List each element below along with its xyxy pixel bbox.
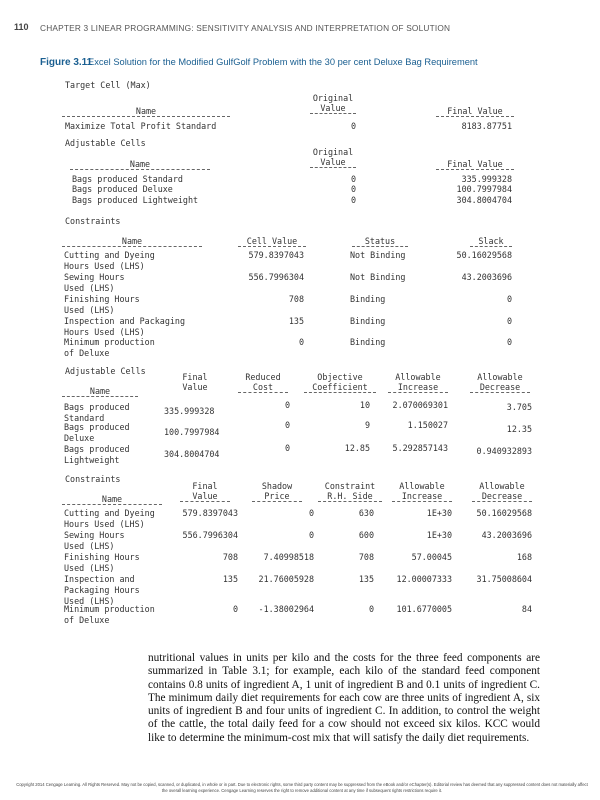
status-value: Not Binding: [350, 272, 406, 282]
row-name: Used (LHS): [64, 596, 115, 606]
cell-value: 579.8397043: [248, 250, 304, 260]
row-name: Bags produced: [64, 444, 130, 454]
column-header: Allowable: [399, 481, 445, 491]
cell-value: 1E+30: [426, 530, 452, 540]
row-name: Used (LHS): [64, 305, 115, 315]
section-heading: Adjustable Cells: [65, 138, 146, 148]
cell-value: 135: [358, 574, 374, 584]
cell-value: 2.070069301: [392, 400, 448, 410]
cell-value: 335.999328: [461, 174, 512, 184]
copyright-notice: Copyright 2014 Cengage Learning. All Rights Reserved. May not be copied, scanned, or duplicated, in whole or in part. Due to electronic rights, some third party content may be suppressed from the eBook and/or eChapter(s). Editorial review has deemed that any suppressed content does not materially affect the overall learning experience. Cengage Learning reserves the right to remove additional content at any time if subsequent rights restrictions require it.: [16, 782, 588, 793]
row-name: Used (LHS): [64, 541, 115, 551]
row-name: Bags produced: [64, 402, 130, 412]
figure-title: Excel Solution for the Modified GulfGolf Problem with the 30 per cent Deluxe Bag Requirement: [88, 57, 478, 67]
column-header: Value: [180, 491, 230, 502]
cell-value: 630: [358, 508, 374, 518]
cell-value: 31.75008604: [476, 574, 532, 584]
column-header: Value: [310, 157, 356, 168]
body-paragraph: nutritional values in units per kilo and the costs for the three feed components are summarized in Table 3.1; for example, each kilo of the standard feed component contains 0.8 units of ingredient A, 1 unit of ingredient B and 0.1 units of ingredient C. The minimum daily diet requirements for each cow are three units of ingredient A, six units of ingredient B and four units of ingredient C. In addition, to control the weight of the cattle, the total daily feed for a cow should not exceed six kilos. KCC would like to determine the minimum-cost mix that will satisfy the daily diet requirements.: [148, 652, 540, 744]
row-name: Finishing Hours: [64, 294, 140, 304]
cell-value: 84: [521, 604, 532, 614]
column-header: Allowable: [479, 481, 525, 491]
column-header: Name: [62, 386, 138, 397]
cell-value: 708: [288, 294, 304, 304]
cell-value: 101.6770005: [396, 604, 452, 614]
row-name: Lightweight: [64, 455, 120, 465]
cell-value: 304.8004704: [164, 449, 220, 459]
column-header: Allowable: [477, 372, 523, 382]
column-header: Cost: [238, 382, 288, 393]
column-header: Constraint: [324, 481, 376, 491]
section-heading: Target Cell (Max): [65, 80, 151, 90]
cell-value: 43.2003696: [461, 272, 512, 282]
cell-value: 43.2003696: [481, 530, 532, 540]
section-heading: Adjustable Cells: [65, 366, 146, 376]
column-header: Original: [312, 147, 354, 157]
column-header: Name: [62, 494, 162, 505]
cell-value: 0: [506, 316, 512, 326]
cell-value: 708: [222, 552, 238, 562]
section-heading: Constraints: [65, 216, 121, 226]
row-name: of Deluxe: [64, 615, 110, 625]
cell-value: 1E+30: [426, 508, 452, 518]
row-name: Inspection and: [64, 574, 135, 584]
column-header: Coefficient: [304, 382, 376, 393]
cell-value: 0: [350, 195, 356, 205]
row-name: Minimum production: [64, 337, 155, 347]
cell-value: 135: [222, 574, 238, 584]
column-header: Final Value: [436, 159, 514, 170]
status-value: Binding: [350, 337, 386, 347]
cell-value: 0: [368, 604, 374, 614]
cell-value: 0: [350, 174, 356, 184]
row-name: Bags produced Lightweight: [72, 195, 199, 205]
cell-value: 335.999328: [164, 406, 215, 416]
column-header: Name: [62, 236, 202, 247]
cell-value: 57.00045: [411, 552, 452, 562]
column-header: Decrease: [472, 491, 532, 502]
cell-value: 0: [232, 604, 238, 614]
cell-value: 10: [359, 400, 370, 410]
cell-value: 0: [506, 294, 512, 304]
cell-value: 5.292857143: [392, 443, 448, 453]
row-name: Cutting and Dyeing: [64, 250, 155, 260]
column-header: Cell Value: [238, 236, 306, 247]
column-header: Increase: [388, 382, 448, 393]
cell-value: 0: [298, 337, 304, 347]
row-name: Standard: [64, 413, 105, 423]
row-name: Minimum production: [64, 604, 155, 614]
figure-number: Figure 3.11: [40, 57, 93, 68]
column-header: Status: [352, 236, 408, 247]
row-name: Hours Used (LHS): [64, 261, 145, 271]
row-name: Hours Used (LHS): [64, 519, 145, 529]
cell-value: 9: [364, 420, 370, 430]
cell-value: 100.7997984: [456, 184, 512, 194]
cell-value: 3.705: [506, 402, 532, 412]
cell-value: 0: [350, 121, 356, 131]
column-header: Price: [252, 491, 302, 502]
cell-value: 556.7996304: [182, 530, 238, 540]
column-header: Slack: [470, 236, 512, 247]
cell-value: 0.940932893: [476, 446, 532, 456]
column-header: Original: [312, 93, 354, 103]
cell-value: 168: [516, 552, 532, 562]
cell-value: 0: [308, 530, 314, 540]
status-value: Not Binding: [350, 250, 406, 260]
row-name: Used (LHS): [64, 283, 115, 293]
cell-value: 12.85: [344, 443, 370, 453]
row-name: Deluxe: [64, 433, 95, 443]
status-value: Binding: [350, 316, 386, 326]
cell-value: 12.35: [506, 424, 532, 434]
column-header: Final: [192, 481, 218, 491]
cell-value: 7.40998518: [263, 552, 314, 562]
cell-value: -1.38002964: [258, 604, 314, 614]
cell-value: 0: [350, 184, 356, 194]
cell-value: 135: [288, 316, 304, 326]
row-name: Cutting and Dyeing: [64, 508, 155, 518]
column-header: Objective: [317, 372, 363, 382]
column-header: R.H. Side: [318, 491, 382, 502]
cell-value: 304.8004704: [456, 195, 512, 205]
cell-value: 556.7996304: [248, 272, 304, 282]
column-header: Value: [310, 103, 356, 114]
column-header: Final: [182, 372, 208, 382]
column-header: Name: [70, 159, 210, 170]
cell-value: 708: [358, 552, 374, 562]
row-name: Finishing Hours: [64, 552, 140, 562]
column-header: Increase: [392, 491, 452, 502]
row-name: Bags produced: [64, 422, 130, 432]
cell-value: 0: [506, 337, 512, 347]
cell-value: 12.00007333: [396, 574, 452, 584]
column-header: Allowable: [395, 372, 441, 382]
column-header: Reduced: [245, 372, 281, 382]
row-name: Sewing Hours: [64, 272, 125, 282]
cell-value: 0: [284, 420, 290, 430]
row-name: Bags produced Deluxe: [72, 184, 173, 194]
row-name: Maximize Total Profit Standard: [65, 121, 217, 131]
cell-value: 100.7997984: [164, 427, 220, 437]
row-name: Bags produced Standard: [72, 174, 183, 184]
column-header: Final Value: [436, 106, 514, 117]
column-header: Value: [182, 382, 208, 392]
column-header: Name: [62, 106, 230, 117]
row-name: Packaging Hours: [64, 585, 140, 595]
row-name: of Deluxe: [64, 348, 110, 358]
status-value: Binding: [350, 294, 386, 304]
column-header: Decrease: [470, 382, 530, 393]
cell-value: 579.8397043: [182, 508, 238, 518]
cell-value: 8183.87751: [461, 121, 512, 131]
cell-value: 21.76005928: [258, 574, 314, 584]
cell-value: 50.16029568: [456, 250, 512, 260]
cell-value: 0: [284, 400, 290, 410]
row-name: Inspection and Packaging: [64, 316, 186, 326]
cell-value: 50.16029568: [476, 508, 532, 518]
page-number: 110: [14, 22, 29, 32]
cell-value: 0: [308, 508, 314, 518]
cell-value: 0: [284, 443, 290, 453]
chapter-title: CHAPTER 3 LINEAR PROGRAMMING: SENSITIVITY ANALYSIS AND INTERPRETATION OF SOLUTION: [40, 23, 451, 33]
row-name: Hours Used (LHS): [64, 327, 145, 337]
cell-value: 600: [358, 530, 374, 540]
cell-value: 1.150027: [407, 420, 448, 430]
section-heading: Constraints: [65, 474, 121, 484]
row-name: Sewing Hours: [64, 530, 125, 540]
column-header: Shadow: [261, 481, 293, 491]
row-name: Used (LHS): [64, 563, 115, 573]
